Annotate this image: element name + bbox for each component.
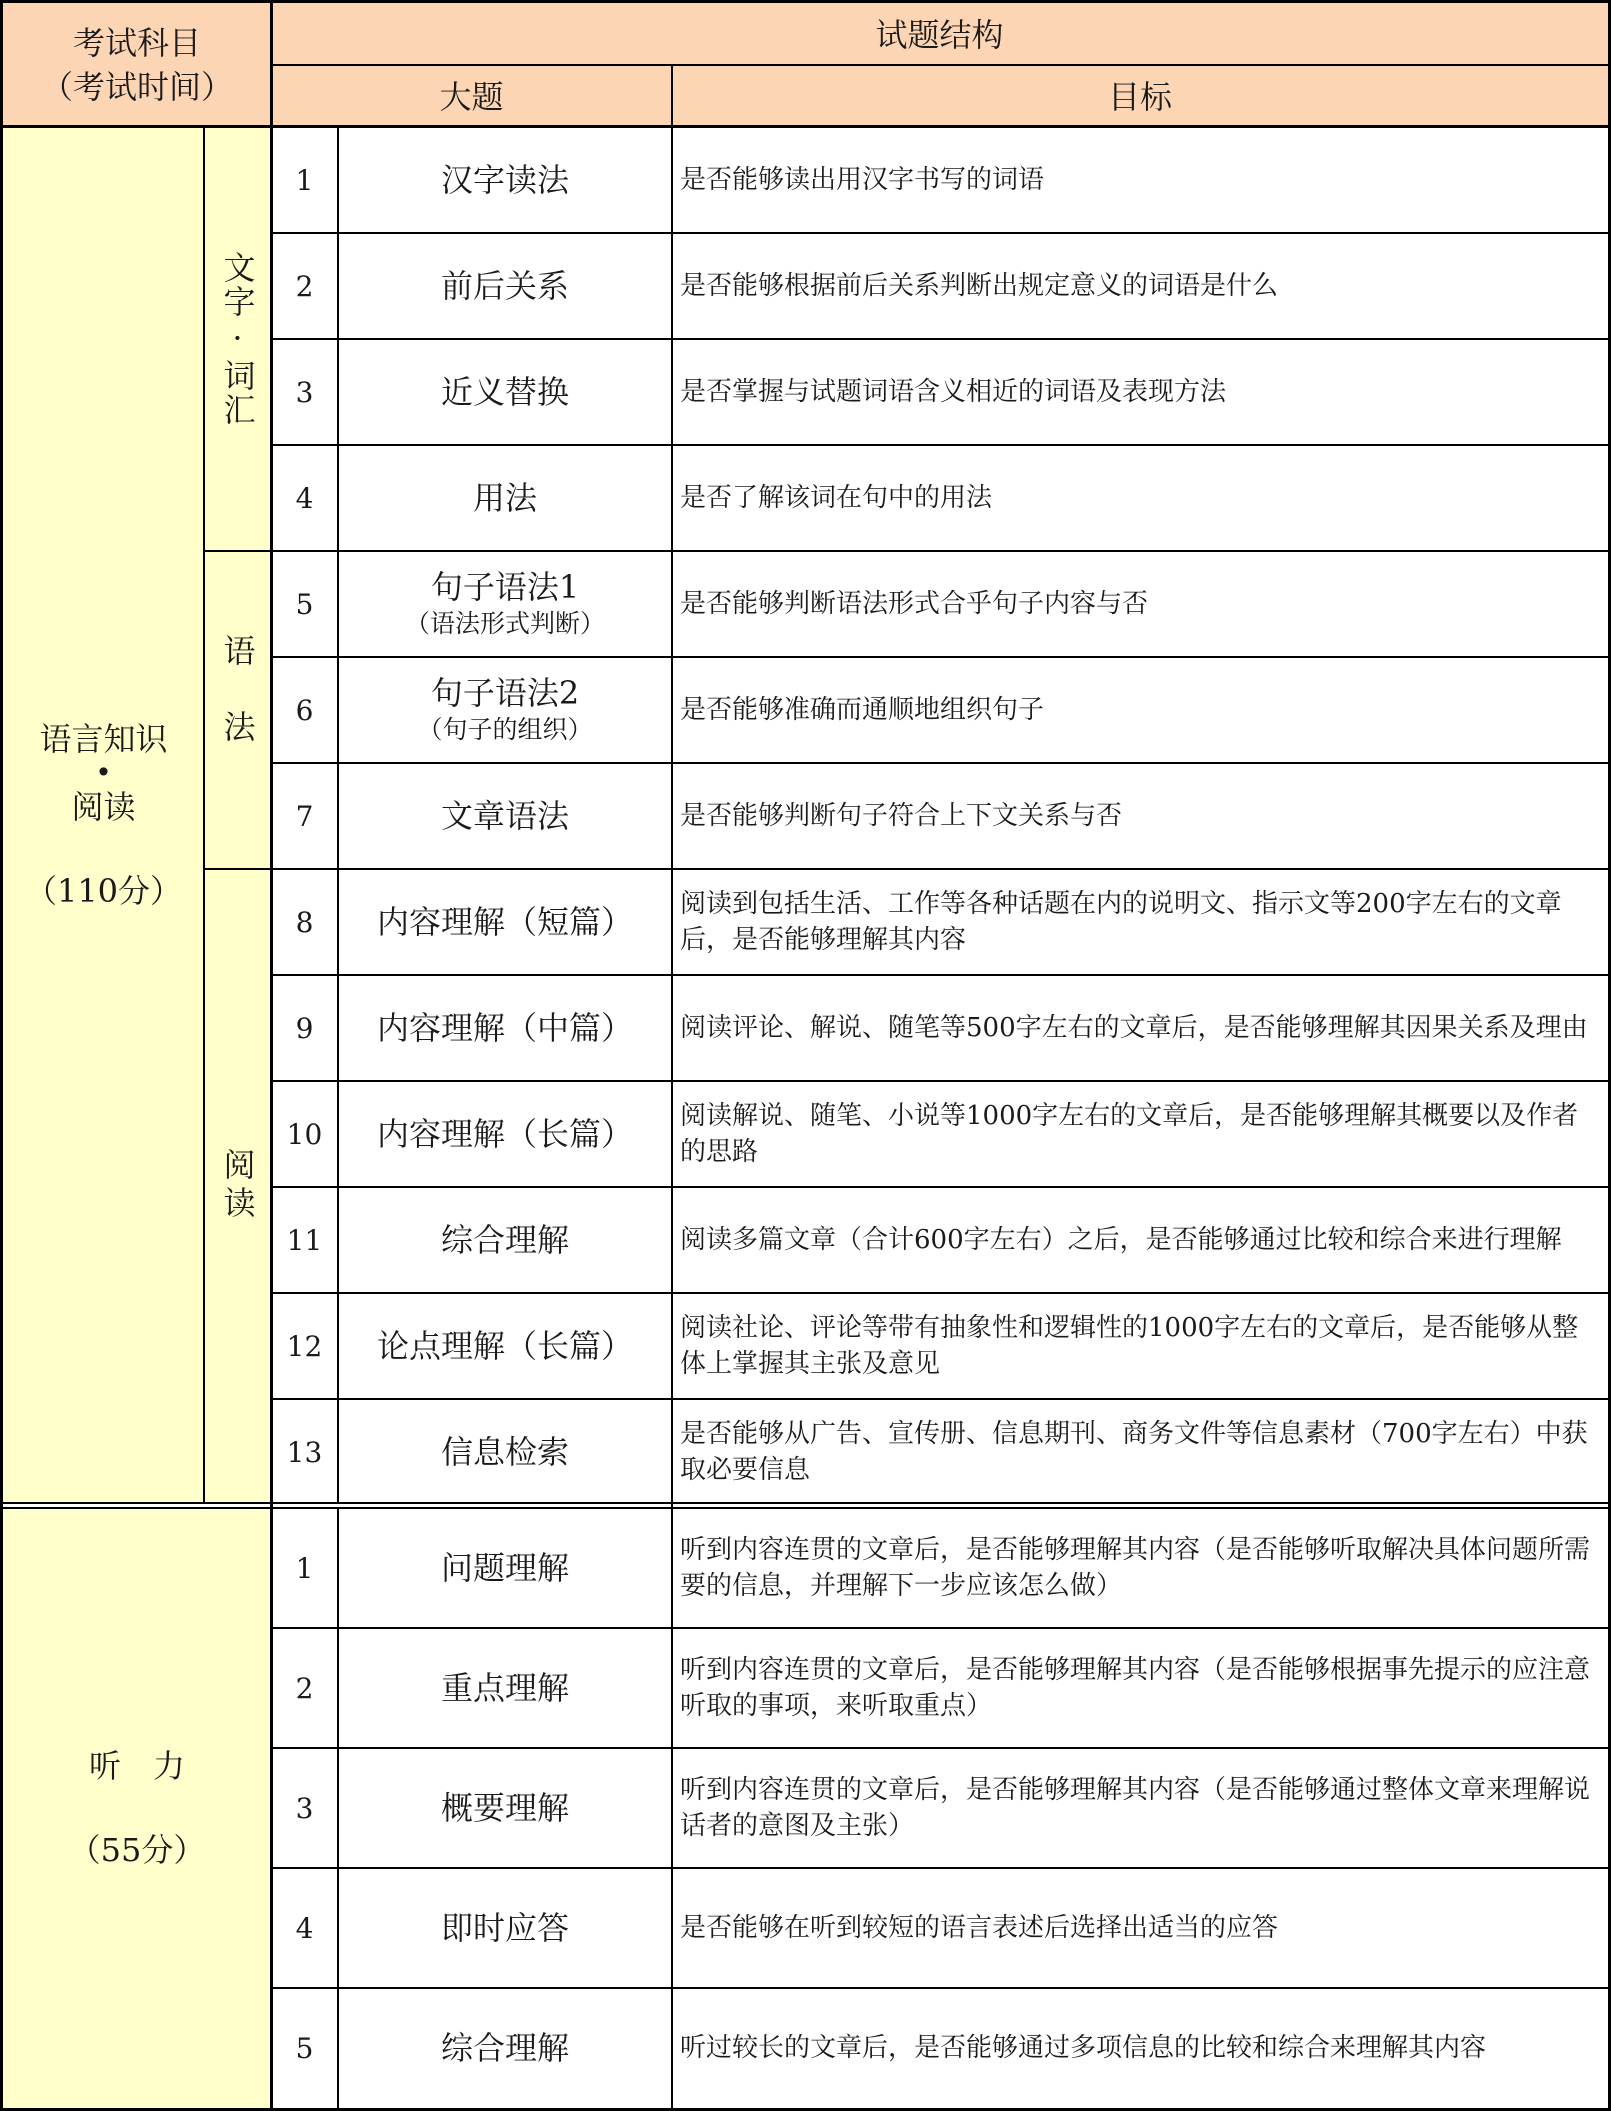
question-name-cell	[338, 869, 672, 975]
question-name-cell	[338, 551, 672, 657]
grid-line	[271, 338, 1608, 340]
section-label: 大题	[439, 77, 504, 116]
question-number: 7	[295, 799, 314, 833]
grid-line	[271, 1292, 1608, 1294]
question-goal: 是否能够读出用汉字书写的词语	[680, 165, 1045, 195]
grid-line	[271, 1080, 1608, 1082]
question-goal-cell	[672, 127, 1608, 233]
question-name: 内容理解（短篇）	[376, 903, 633, 941]
structure-label: 试题结构	[875, 15, 1004, 54]
question-number-cell	[271, 869, 338, 975]
question-name: 重点理解	[440, 1669, 569, 1707]
question-number: 1	[295, 1551, 314, 1585]
question-name-cell	[338, 1508, 672, 1628]
section2-label	[69, 1744, 206, 1872]
section-language-reading	[3, 127, 204, 1503]
question-number: 3	[295, 375, 314, 409]
question-goal-cell	[672, 1508, 1608, 1628]
question-name-cell	[338, 1748, 672, 1868]
grid-line	[337, 127, 339, 1503]
question-name-cell	[338, 1293, 672, 1399]
question-number: 5	[295, 2031, 314, 2065]
section2-score: （55分）	[68, 1831, 206, 1869]
grid-line	[203, 550, 271, 552]
structure-header	[271, 3, 1608, 66]
question-number-cell	[271, 975, 338, 1081]
subject-label: 考试科目	[72, 24, 201, 62]
question-number-cell	[271, 1508, 338, 1628]
grid-line	[271, 1186, 1608, 1188]
section2-name: 听 力	[88, 1747, 185, 1785]
grid-line	[271, 1747, 1608, 1749]
question-goal-cell	[672, 975, 1608, 1081]
question-name: 句子语法2	[430, 674, 580, 712]
question-number: 12	[286, 1329, 323, 1363]
question-number-cell	[271, 339, 338, 445]
question-goal-cell	[672, 869, 1608, 975]
question-name-cell	[338, 1399, 672, 1505]
question-goal-cell	[672, 339, 1608, 445]
question-name-cell	[338, 445, 672, 551]
section-separator	[0, 1502, 1611, 1504]
question-name-cell	[338, 1868, 672, 1988]
question-name-cell	[338, 339, 672, 445]
question-goal: 阅读解说、随笔、小说等1000字左右的文章后，是否能够理解其概要以及作者的思路	[680, 1101, 1579, 1167]
question-name: 综合理解	[440, 1221, 569, 1259]
question-number: 13	[286, 1435, 323, 1469]
group-vocab-label: 文字·词汇	[218, 251, 257, 427]
question-name: 论点理解（长篇）	[376, 1327, 633, 1365]
question-goal: 阅读到包括生活、工作等各种话题在内的说明文、指示文等200字左右的文章后，是否能够理解其内容	[680, 889, 1562, 955]
question-name-cell	[338, 657, 672, 763]
group-grammar-label: 语法	[218, 634, 257, 786]
group-grammar	[204, 551, 271, 869]
question-name: 内容理解（长篇）	[376, 1115, 633, 1153]
section1-name2: 阅读	[71, 788, 136, 826]
question-goal: 是否掌握与试题词语含义相近的词语及表现方法	[680, 377, 1227, 407]
question-goal-cell	[672, 1748, 1608, 1868]
question-number-cell	[271, 1399, 338, 1505]
question-number: 11	[286, 1223, 323, 1257]
question-name-cell	[338, 1081, 672, 1187]
question-goal-cell	[672, 1988, 1608, 2108]
question-number-cell	[271, 763, 338, 869]
grid-line	[271, 1867, 1608, 1869]
section-header	[271, 66, 672, 127]
question-goal-cell	[672, 1081, 1608, 1187]
table-border-left	[0, 0, 3, 2111]
grid-line	[271, 1627, 1608, 1629]
question-name: 近义替换	[440, 373, 569, 411]
question-name: 句子语法1	[430, 568, 580, 606]
question-number-cell	[271, 445, 338, 551]
question-name-cell	[338, 763, 672, 869]
question-goal: 听过较长的文章后，是否能够通过多项信息的比较和综合来理解其内容	[680, 2033, 1487, 2063]
question-number-cell	[271, 233, 338, 339]
grid-line	[271, 868, 1608, 870]
question-number-cell	[271, 657, 338, 763]
section1-label	[25, 717, 182, 913]
grid-line	[270, 0, 273, 2111]
grid-line	[271, 232, 1608, 234]
table-border-top	[0, 0, 1611, 3]
grid-line	[271, 1987, 1608, 1989]
question-goal-cell	[672, 233, 1608, 339]
question-goal: 是否能够根据前后关系判断出规定意义的词语是什么	[680, 271, 1279, 301]
question-name: 用法	[472, 479, 537, 517]
question-number: 2	[295, 1671, 314, 1705]
question-number-cell	[271, 1293, 338, 1399]
group-reading	[204, 869, 271, 1503]
question-goal-cell	[672, 1868, 1608, 1988]
question-number: 4	[295, 481, 314, 515]
grid-line	[271, 444, 1608, 446]
question-name: 概要理解	[440, 1789, 569, 1827]
question-goal: 是否能够从广告、宣传册、信息期刊、商务文件等信息素材（700字左右）中获取必要信息	[680, 1419, 1588, 1485]
question-name: 汉字读法	[440, 161, 569, 199]
grid-line	[271, 762, 1608, 764]
question-goal-cell	[672, 1628, 1608, 1748]
grid-line	[271, 974, 1608, 976]
goal-header	[672, 66, 1608, 127]
section1-score: （110分）	[24, 872, 183, 910]
grid-line	[203, 868, 271, 870]
subject-header	[3, 3, 271, 127]
question-goal-cell	[672, 657, 1608, 763]
question-goal: 阅读评论、解说、随笔等500字左右的文章后，是否能够理解其因果关系及理由	[680, 1013, 1588, 1043]
question-goal-cell	[672, 763, 1608, 869]
question-number: 1	[295, 163, 314, 197]
question-number-cell	[271, 1628, 338, 1748]
grid-line	[271, 550, 1608, 552]
section1-name: 语言知识	[39, 720, 168, 758]
question-number-cell	[271, 1868, 338, 1988]
question-name: 即时应答	[440, 1909, 569, 1947]
question-name-cell	[338, 1988, 672, 2108]
question-subtitle: （语法形式判断）	[404, 609, 605, 638]
grid-line	[0, 125, 1611, 128]
grid-line	[203, 127, 205, 1503]
grid-line	[337, 1508, 339, 2108]
question-number: 2	[295, 269, 314, 303]
grid-line	[271, 656, 1608, 658]
question-name: 前后关系	[440, 267, 569, 305]
question-goal-cell	[672, 1293, 1608, 1399]
question-number: 4	[295, 1911, 314, 1945]
question-name: 问题理解	[440, 1549, 569, 1587]
question-name: 综合理解	[440, 2029, 569, 2067]
question-number-cell	[271, 551, 338, 657]
question-goal: 是否能够准确而通顺地组织句子	[680, 695, 1045, 725]
question-goal: 是否能够判断语法形式合乎句子内容与否	[680, 589, 1149, 619]
question-name: 信息检索	[440, 1433, 569, 1471]
question-goal-cell	[672, 445, 1608, 551]
question-goal: 听到内容连贯的文章后，是否能够理解其内容（是否能够通过整体文章来理解说话者的意图及主张）	[680, 1775, 1591, 1841]
question-name: 文章语法	[440, 797, 569, 835]
question-number-cell	[271, 1748, 338, 1868]
question-number: 8	[295, 905, 314, 939]
question-number-cell	[271, 1988, 338, 2108]
question-goal-cell	[672, 1399, 1608, 1505]
question-number-cell	[271, 127, 338, 233]
question-number: 5	[295, 587, 314, 621]
group-reading-label: 阅读	[218, 1148, 257, 1224]
question-number-cell	[271, 1081, 338, 1187]
question-number: 6	[295, 693, 314, 727]
question-number: 3	[295, 1791, 314, 1825]
grid-line	[271, 64, 1608, 66]
question-goal: 阅读社论、评论等带有抽象性和逻辑性的1000字左右的文章后，是否能够从整体上掌握其主张及意见	[680, 1313, 1579, 1379]
group-vocab	[204, 127, 271, 551]
question-goal: 听到内容连贯的文章后，是否能够理解其内容（是否能够听取解决具体问题所需要的信息，并理解下一步应该怎么做）	[680, 1535, 1591, 1601]
question-number-cell	[271, 1187, 338, 1293]
grid-line	[671, 64, 673, 2111]
question-name-cell	[338, 233, 672, 339]
question-goal: 阅读多篇文章（合计600字左右）之后，是否能够通过比较和综合来进行理解	[680, 1225, 1562, 1255]
section1-separator: •	[95, 756, 112, 789]
question-name-cell	[338, 1628, 672, 1748]
question-subtitle: （句子的组织）	[417, 715, 593, 744]
question-name: 内容理解（中篇）	[376, 1009, 633, 1047]
question-name-cell	[338, 1187, 672, 1293]
question-name-cell	[338, 975, 672, 1081]
question-goal: 是否能够判断句子符合上下文关系与否	[680, 801, 1123, 831]
question-goal: 是否能够在听到较短的语言表述后选择出适当的应答	[680, 1913, 1279, 1943]
grid-line	[271, 1398, 1608, 1400]
question-goal-cell	[672, 1187, 1608, 1293]
question-goal: 是否了解该词在句中的用法	[680, 483, 993, 513]
question-name-cell	[338, 127, 672, 233]
question-goal: 听到内容连贯的文章后，是否能够理解其内容（是否能够根据事先提示的应注意听取的事项，来听取重点）	[680, 1655, 1591, 1721]
time-label: （考试时间）	[40, 68, 233, 106]
question-number: 9	[295, 1011, 314, 1045]
question-number: 10	[286, 1117, 323, 1151]
section-listening	[3, 1508, 271, 2108]
question-goal-cell	[672, 551, 1608, 657]
goal-label: 目标	[1107, 77, 1172, 116]
section-separator	[0, 1507, 1611, 1509]
